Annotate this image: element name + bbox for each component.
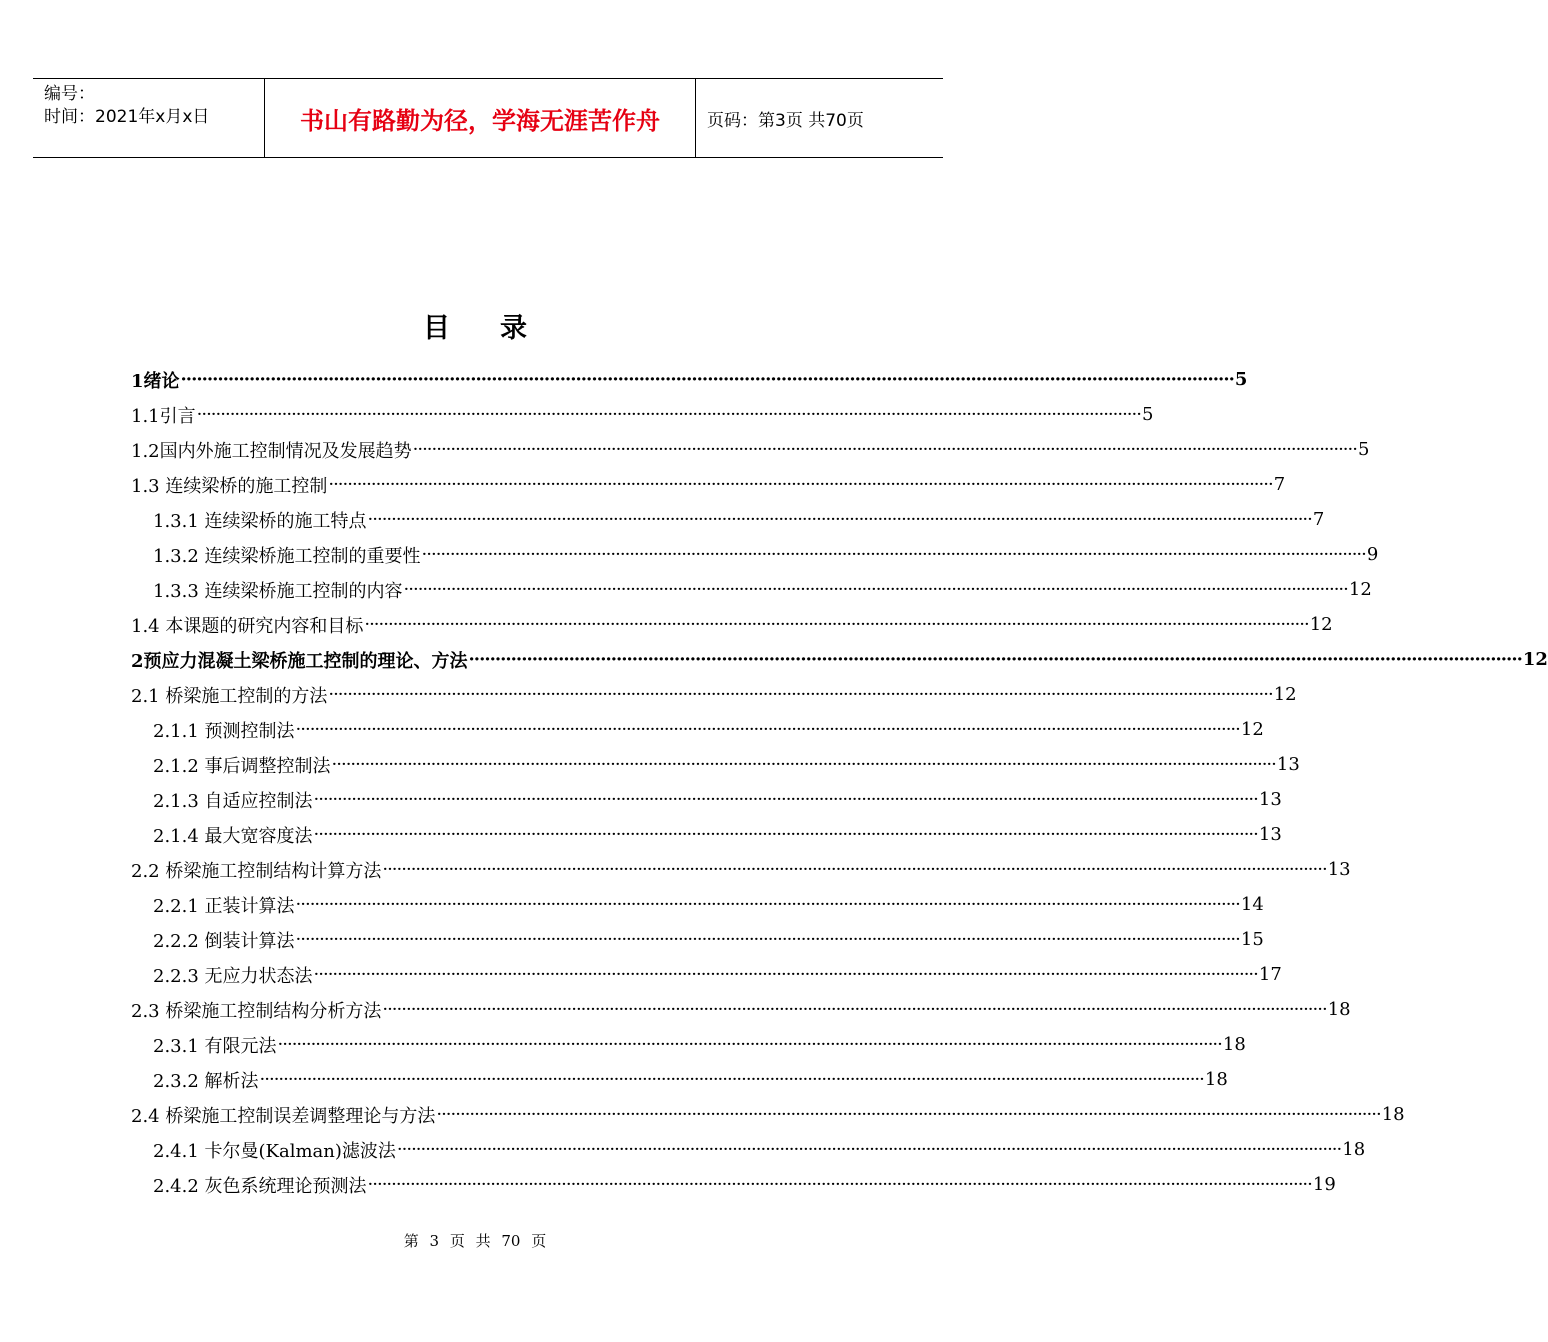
- toc-leader-dots: ········································································································································································································: [382, 999, 1327, 1020]
- toc-entry[interactable]: [131, 677, 1297, 712]
- toc-entry[interactable]: [131, 1167, 1336, 1202]
- toc-leader-dots: ········································································································································································································: [313, 789, 1258, 810]
- toc-leader-dots: ········································································································································································································: [364, 614, 1309, 635]
- toc-entry[interactable]: [131, 1027, 1246, 1062]
- toc-leader-dots: ········································································································································································································: [328, 684, 1273, 705]
- toc-entry[interactable]: [131, 537, 1379, 572]
- toc-leader-dots: ········································································································································································································: [367, 509, 1312, 530]
- toc-entry-text: 2.3.2 解析法: [153, 1070, 259, 1092]
- toc-leader-dots: ········································································································································································································: [331, 754, 1276, 775]
- toc-leader-dots: ········································································································································································································: [295, 719, 1240, 740]
- toc-entry-text: 2.1.2 事后调整控制法: [153, 755, 331, 777]
- toc-leader-dots: ········································································································································································································: [313, 824, 1258, 845]
- toc-entry-page: 12: [1273, 684, 1297, 705]
- toc-entry-page: 12: [1309, 614, 1333, 635]
- toc-entry[interactable]: [131, 642, 1548, 677]
- toc-entry-page: 15: [1240, 929, 1264, 950]
- page-title: 目录: [423, 313, 577, 344]
- toc-entry-text: 2.2.1 正装计算法: [153, 895, 295, 917]
- toc-entry-text: 1.3.3 连续梁桥施工控制的内容: [153, 580, 403, 602]
- toc-entry-text: 1.3.2 连续梁桥施工控制的重要性: [153, 545, 421, 567]
- header-motto: 书山有路勤为径，学海无涯苦作舟: [265, 79, 696, 157]
- toc-entry-page: 13: [1258, 824, 1282, 845]
- toc-entry-text: 2.4.2 灰色系统理论预测法: [153, 1175, 367, 1197]
- toc-entry-text: 1绪论: [131, 370, 180, 392]
- toc-entry[interactable]: [131, 397, 1154, 432]
- toc-entry[interactable]: [131, 1132, 1366, 1167]
- toc-entry-text: 2.1.4 最大宽容度法: [153, 825, 313, 847]
- toc-entry[interactable]: [131, 1062, 1228, 1097]
- toc-entry-text: 1.3 连续梁桥的施工控制: [131, 475, 328, 497]
- toc-entry-page: 13: [1258, 789, 1282, 810]
- toc-entry-text: 2预应力混凝土梁桥施工控制的理论、方法: [131, 650, 468, 672]
- toc-entry[interactable]: [131, 1097, 1405, 1132]
- header-page-info: 页码：第3页 共70页: [707, 110, 864, 131]
- time-label: 时间：2021年x月x日: [44, 107, 210, 127]
- toc-leader-dots: ········································································································································································································: [196, 404, 1141, 425]
- toc-entry[interactable]: [131, 432, 1370, 467]
- toc-entry-text: 2.1.3 自适应控制法: [153, 790, 313, 812]
- toc-entry[interactable]: [131, 922, 1264, 957]
- toc-entry-page: 7: [1273, 474, 1286, 495]
- toc-leader-dots: ········································································································································································································: [468, 649, 1522, 670]
- toc-entry-page: 13: [1327, 859, 1351, 880]
- toc-entry[interactable]: [131, 712, 1264, 747]
- toc-leader-dots: ········································································································································································································: [328, 474, 1273, 495]
- toc-leader-dots: ········································································································································································································: [277, 1034, 1222, 1055]
- toc-leader-dots: ········································································································································································································: [259, 1069, 1204, 1090]
- toc-leader-dots: ········································································································································································································: [295, 929, 1240, 950]
- toc-entry[interactable]: [131, 747, 1300, 782]
- toc-leader-dots: ········································································································································································································: [436, 1104, 1381, 1125]
- toc-entry-text: 1.3.1 连续梁桥的施工特点: [153, 510, 367, 532]
- toc-entry-text: 2.2 桥梁施工控制结构计算方法: [131, 860, 382, 882]
- toc-entry[interactable]: [131, 852, 1351, 887]
- toc-leader-dots: ········································································································································································································: [412, 439, 1357, 460]
- toc-entry-page: 7: [1312, 509, 1325, 530]
- toc-entry[interactable]: [131, 782, 1282, 817]
- toc-entry[interactable]: [131, 502, 1325, 537]
- toc-entry[interactable]: [131, 572, 1372, 607]
- toc-entry-text: 2.2.2 倒装计算法: [153, 930, 295, 952]
- page-footer: 第 3 页 共 70 页: [403, 1232, 547, 1250]
- toc-entry-text: 1.2国内外施工控制情况及发展趋势: [131, 440, 412, 462]
- table-of-contents: [131, 362, 1548, 1202]
- toc-leader-dots: ········································································································································································································: [396, 1139, 1342, 1160]
- toc-leader-dots: ········································································································································································································: [421, 544, 1366, 565]
- toc-entry-page: 17: [1258, 964, 1282, 985]
- toc-leader-dots: ········································································································································································································: [295, 894, 1240, 915]
- toc-entry-text: 2.1.1 预测控制法: [153, 720, 295, 742]
- toc-entry-page: 18: [1222, 1034, 1246, 1055]
- toc-entry-page: 19: [1312, 1174, 1336, 1195]
- toc-entry-text: 1.1引言: [131, 405, 196, 427]
- toc-entry-text: 2.3 桥梁施工控制结构分析方法: [131, 1000, 382, 1022]
- toc-leader-dots: ········································································································································································································: [313, 964, 1258, 985]
- code-label: 编号：: [44, 84, 95, 104]
- toc-leader-dots: ········································································································································································································: [382, 859, 1327, 880]
- toc-entry[interactable]: [131, 362, 1248, 397]
- toc-leader-dots: ········································································································································································································: [367, 1174, 1312, 1195]
- toc-leader-dots: ········································································································································································································: [180, 369, 1234, 390]
- toc-entry[interactable]: [131, 817, 1282, 852]
- toc-entry-page: 12: [1522, 649, 1548, 670]
- page-header: [33, 78, 943, 158]
- toc-entry-page: 18: [1381, 1104, 1405, 1125]
- toc-entry-text: 2.1 桥梁施工控制的方法: [131, 685, 328, 707]
- toc-entry[interactable]: [131, 957, 1282, 992]
- toc-entry-page: 12: [1348, 579, 1372, 600]
- toc-entry-page: 18: [1327, 999, 1351, 1020]
- toc-entry-page: 5: [1234, 369, 1248, 390]
- toc-entry-text: 2.2.3 无应力状态法: [153, 965, 313, 987]
- toc-entry-page: 14: [1240, 894, 1264, 915]
- toc-entry[interactable]: [131, 607, 1333, 642]
- header-meta: [33, 79, 265, 157]
- toc-entry-page: 18: [1342, 1139, 1366, 1160]
- toc-entry-page: 5: [1357, 439, 1370, 460]
- toc-entry[interactable]: [131, 467, 1286, 502]
- toc-entry-text: 1.4 本课题的研究内容和目标: [131, 615, 364, 637]
- toc-entry-page: 13: [1276, 754, 1300, 775]
- toc-entry[interactable]: [131, 887, 1264, 922]
- toc-entry-page: 12: [1240, 719, 1264, 740]
- toc-entry-text: 2.4.1 卡尔曼(Kalman)滤波法: [153, 1140, 396, 1162]
- toc-entry-page: 18: [1204, 1069, 1228, 1090]
- toc-entry[interactable]: [131, 992, 1351, 1027]
- toc-entry-text: 2.3.1 有限元法: [153, 1035, 277, 1057]
- toc-entry-text: 2.4 桥梁施工控制误差调整理论与方法: [131, 1105, 436, 1127]
- toc-entry-page: 9: [1366, 544, 1379, 565]
- toc-leader-dots: ········································································································································································································: [403, 579, 1348, 600]
- toc-entry-page: 5: [1141, 404, 1154, 425]
